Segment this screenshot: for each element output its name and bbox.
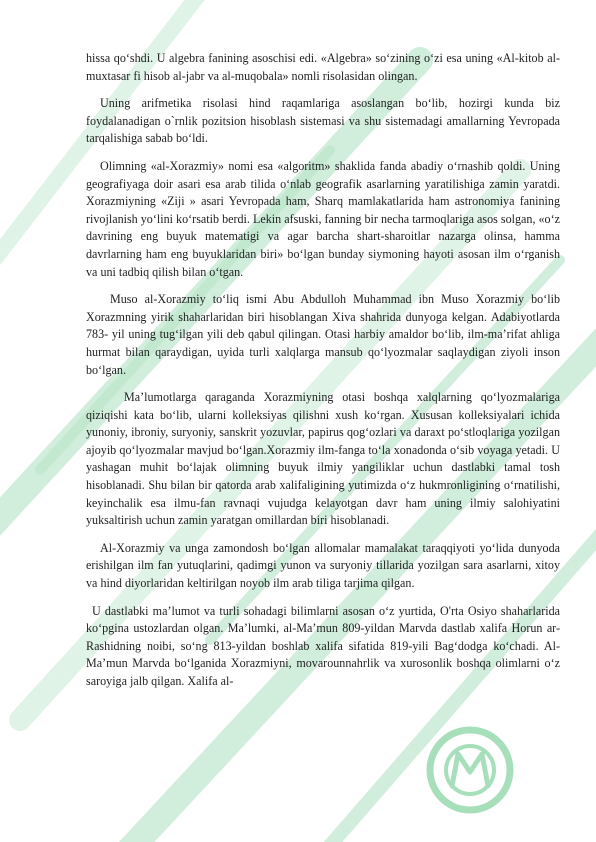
- circle-m-logo-icon: [430, 730, 510, 810]
- paragraph-6: Al-Xorazmiy va unga zamondosh bo‘lgan allomalar mamalakat taraqqiyoti yo‘lida dunyoda erishilgan ilm fan yutuqlarini, qadimgi yunon va suryoniy tillarida yozilgan sara asarlarni, xitoy va hind diyorlaridan keltirilgan noyob ilm arab tiliga tarjima qilgan.: [86, 540, 560, 591]
- text-column: [86, 50, 560, 691]
- paragraph-5: Ma’lumotlarga qaraganda Xorazmiyning otasi boshqa xalqlarning qo‘lyozmalariga qiziqishi kata bo‘lib, ularni kolleksiyas qilishni xush ko‘rgan. Xususan kolleksiyalari ichida yunoniy, ibroniy, suryoniy, sanskrit yozuvlar, papirus qog‘ozlari va daraxt po‘stloqlariga yozilgan ajoyib qo‘lyozmalar mavjud bo‘lgan.Xorazmiy ilm-fanga to‘la xonadonda o‘sib voyaga yetadi. U yashagan muhit bo‘lajak olimning buyuk ilmiy yangiliklar uchun dastlabki tamal tosh hisoblanadi. Shu bilan bir qatorda arab xalifaligining yutimizda o‘z hukmronligining o‘rnatilishi, keyinchalik esa ilmu-fan ravnaqi vujudga kelayotgan davr ham uning ilmiy salohiyatini yuksaltirish uchun zamin yaratgan omillardan biri hisoblanadi.: [86, 390, 560, 528]
- paragraph-2: Uning arifmetika risolasi hind raqamlariga asoslangan bo‘lib, hozirgi kunda biz foydalanadigan o`rnlik pozitsion hisoblash sistemasi va shu sistemadagi amallarning Yevropada tarqalishiga sabab bo‘ldi.: [86, 96, 560, 146]
- paragraph-1: hissa qo‘shdi. U algebra fanining asoschisi edi. «Algebra» so‘zining o‘zi esa uning «Al-kitob al-muxtasar fi hisob al-jabr va al-muqobala» nomli risolasidan olingan.: [86, 51, 560, 83]
- paragraph-7: U dastlabki ma’lumot va turli sohadagi bilimlarni asosan o‘z yurtida, O'rta Osiyo shaharlarida ko‘pgina ustozlardan olgan. Ma’lumki, al-Ma’mun 809-yildan Marvda dastlab xalifa Horun ar- Rashidning noibi, so‘ng 813-yildan boshlab xalifa sifatida 819-yili Bag‘dodga ko‘chadi. Al-Ma’mun Marvda bo‘lganida Xorazmiyni, movarounnahrlik va xurosonlik boshqa olimlarni o‘z saroyiga jalb qilgan. Xalifa al-: [86, 603, 560, 688]
- paragraph-4: Muso al-Xorazmiy to‘liq ismi Abu Abdulloh Muhammad ibn Muso Xorazmiy bo‘lib Xorazmning yirik shaharlaridan biri hisoblangan Xiva shahrida dunyoga kelgan. Adabiyotlarda 783- yil uning tug‘ilgan yili deb qabul qilingan. Otasi harbiy amaldor bo‘lib, ilm-ma’rifat ahliga hurmat bilan qaraydigan, uyida turli xalqlarga mansub qo‘lyozmalar saqlaydigan ziyoli inson bo‘lgan.: [86, 292, 560, 377]
- paragraph-3: Olimning «al-Xorazmiy» nomi esa «algoritm» shaklida fanda abadiy o‘rnashib qoldi. Uning geografiyaga doir asari esa arab tilida o‘nlab geografik asarlarning yaratilishiga zamin yaratdi. Xorazmiyning «Ziji » asari Yevropada ham, Sharq mamlakatlarida ham astronomiya fanining rivojlanish yo‘lini ko‘rsatib berdi. Lekin afsuski, fanning bir necha tarmoqlariga asos solgan, «o‘z davrining eng buyuk matematigi va agar barcha shart-sharoitlar nazarga olinsa, hamma davrlarning ham eng buyuklaridan biri» bo‘lgan bunday siymoning hayoti asosan ilm o‘rganish va uni tadbiq qilish bilan o‘tgan.: [86, 158, 560, 279]
